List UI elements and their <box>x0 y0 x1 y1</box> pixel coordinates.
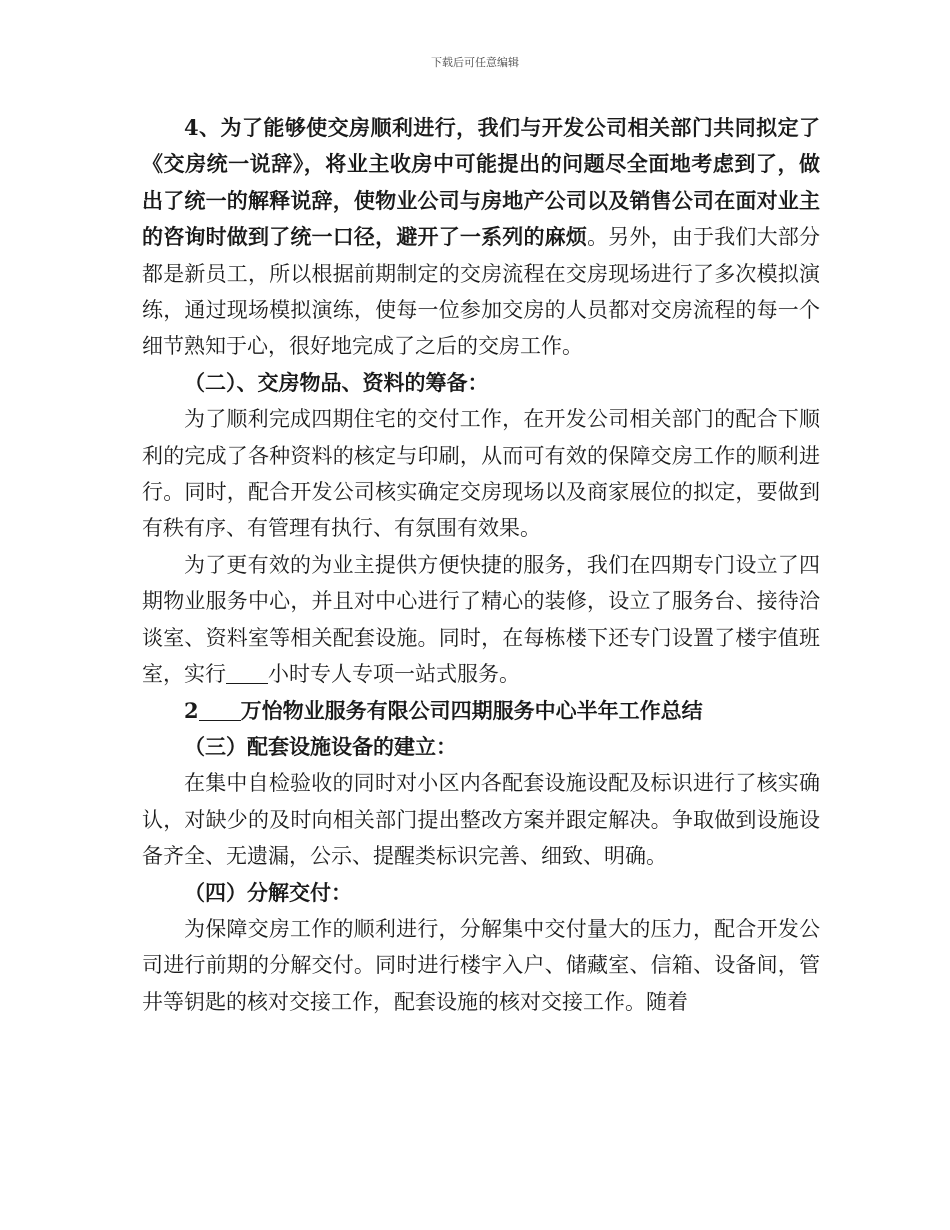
document-body <box>142 110 820 1020</box>
fill-in-blank <box>199 699 241 721</box>
paragraph-service-center <box>142 547 820 693</box>
page-header: 下载后可任意编辑 <box>431 56 519 69</box>
title-text: 万怡物业服务有限公司四期服务中心半年工作总结 <box>240 697 703 723</box>
section-heading-4: （四）分解交付： <box>184 879 352 905</box>
title-prefix: 2 <box>184 697 199 723</box>
paragraph-handover-script <box>142 110 820 365</box>
paragraph-facilities: 在集中自检验收的同时对小区内各配套设施设配及标识进行了核实确认，对缺少的及时向相关部门提出整改方案并跟定解决。争取做到设施设备齐全、无遗漏，公示、提醒类标识完善、细致、明确。 <box>142 771 820 869</box>
paragraph-text: 小时专人专项一站式服务。 <box>268 662 520 687</box>
paragraph-bold-lead: 4、为了能够使交房顺利进行，我们与开发公司相关部门共同拟定了《交房统一说辞》，将业主收房中可能提出的问题尽全面地考虑到了，做出了统一的解释说辞，使物业公司与房地产公司以及销售公司在面对业主的咨询时做到了统一口径，避开了一系列的麻烦 <box>142 115 820 250</box>
paragraph-text: 。另外，由于我们大部分都是新员工，所以根据前期制定的交房流程在交房现场进行了多次模拟演练，通过现场模拟演练，使每一位参加交房的人员都对交房流程的每一个细节熟知于心，很好地完成了之后的交房工作。 <box>142 225 820 359</box>
paragraph-materials: 为了顺利完成四期住宅的交付工作，在开发公司相关部门的配合下顺利的完成了各种资料的核定与印刷，从而可有效的保障交房工作的顺利进行。同时，配合开发公司核实确定交房现场以及商家展位的拟定，要做到有秩有序、有管理有执行、有氛围有效果。 <box>142 407 820 541</box>
section-heading-3: （三）配套设施设备的建立： <box>184 733 457 759</box>
paragraph-delivery: 为保障交房工作的顺利进行，分解集中交付量大的压力，配合开发公司进行前期的分解交付。同时进行楼宇入户、储藏室、信箱、设备间，管井等钥匙的核对交接工作，配套设施的核对交接工作。随着 <box>142 916 820 1014</box>
fill-in-blank <box>226 662 268 684</box>
document-title <box>142 693 820 729</box>
paragraph-text: 为了更有效的为业主提供方便快捷的服务，我们在四期专门设立了四期物业服务中心，并且对中心进行了精心的装修，设立了服务台、接待洽谈室、资料室等相关配套设施。同时，在每栋楼下还专门设置了楼宇值班室，实行 <box>142 552 820 687</box>
section-heading-2: （二）、交房物品、资料的筹备： <box>184 369 489 395</box>
